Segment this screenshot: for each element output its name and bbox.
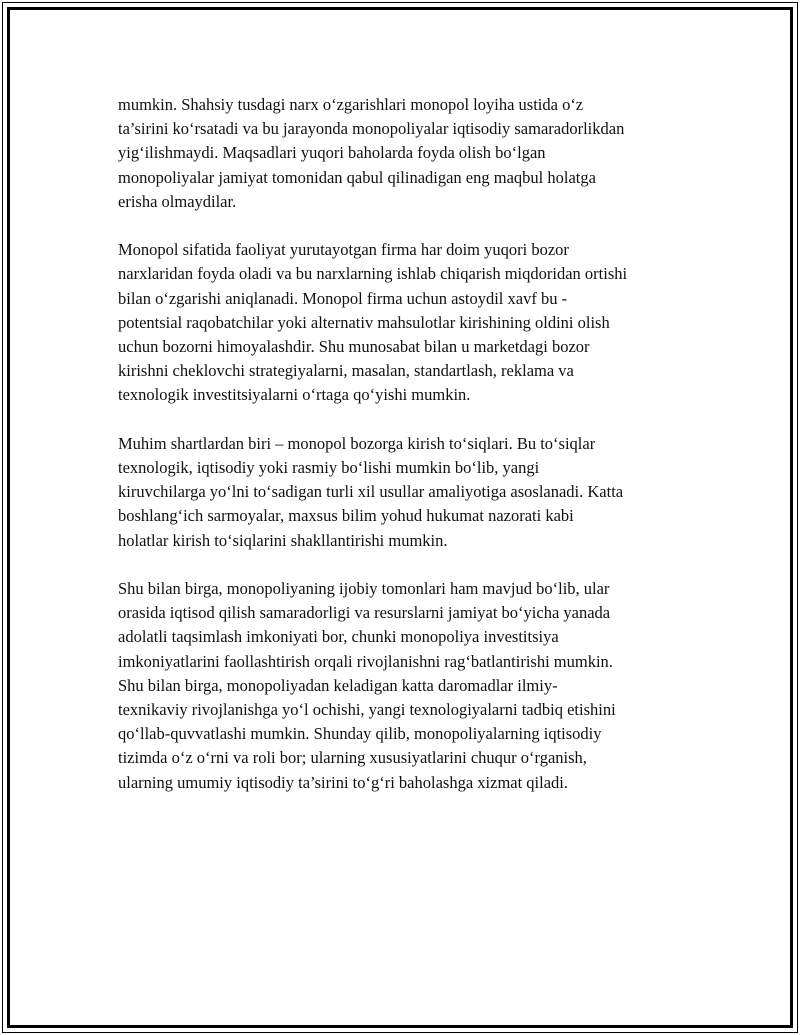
text-line: Shu bilan birga, monopoliyadan keladigan katta daromadlar ilmiy- <box>118 675 558 695</box>
text-line: bilan o‘zgarishi aniqlanadi. Monopol firma uchun astoydil xavf bu - <box>118 288 568 308</box>
paragraph <box>118 93 698 214</box>
text-line: Muhim shartlardan biri – monopol bozorga kirish to‘siqlari. Bu to‘siqlar <box>118 433 596 453</box>
text-line: texnologik investitsiyalarni o‘rtaga qo‘yishi mumkin. <box>118 385 471 405</box>
text-line: boshlang‘ich sarmoyalar, maxsus bilim yohud hukumat nazorati kabi <box>118 506 574 526</box>
text-line: Shu bilan birga, monopoliyaning ijobiy tomonlari ham mavjud bo‘lib, ular <box>118 579 610 599</box>
text-line: ta’sirini ko‘rsatadi va bu jarayonda monopoliyalar iqtisodiy samaradorlikdan <box>118 119 625 139</box>
text-line: monopoliyalar jamiyat tomonidan qabul qilinadigan eng maqbul holatga <box>118 167 596 187</box>
text-line: imkoniyatlarini faollashtirish orqali rivojlanishni rag‘batlantirishi mumkin. <box>118 651 613 671</box>
text-line: qo‘llab-quvvatlashi mumkin. Shunday qilib, monopoliyalarning iqtisodiy <box>118 724 602 744</box>
text-line: Monopol sifatida faoliyat yurutayotgan firma har doim yuqori bozor <box>118 240 569 260</box>
text-line: ularning umumiy iqtisodiy ta’sirini to‘g‘ri baholashga xizmat qiladi. <box>118 772 569 792</box>
text-line: uchun bozorni himoyalashdir. Shu munosabat bilan u marketdagi bozor <box>118 337 590 357</box>
text-line: kirishni cheklovchi strategiyalarni, masalan, standartlash, reklama va <box>118 361 574 381</box>
paragraph <box>118 577 698 795</box>
text-line: erisha olmaydilar. <box>118 191 237 211</box>
paragraph <box>118 238 698 407</box>
text-line: texnikaviy rivojlanishga yo‘l ochishi, yangi texnologiyalarni tadbiq etishini <box>118 700 616 720</box>
text-line: narxlaridan foyda oladi va bu narxlarning ishlab chiqarish miqdoridan ortishi <box>118 264 628 284</box>
paragraph <box>118 432 698 553</box>
text-line: tizimda o‘z o‘rni va roli bor; ularning xususiyatlarini chuqur o‘rganish, <box>118 748 587 768</box>
text-line: kiruvchilarga yo‘lni to‘sadigan turli xil usullar amaliyotiga asoslanadi. Katta <box>118 482 624 502</box>
text-line: yig‘ilishmaydi. Maqsadlari yuqori baholarda foyda olish bo‘lgan <box>118 143 546 163</box>
text-line: adolatli taqsimlash imkoniyati bor, chunki monopoliya investitsiya <box>118 627 559 647</box>
text-line: holatlar kirish to‘siqlarini shakllantirishi mumkin. <box>118 530 448 550</box>
text-line: texnologik, iqtisodiy yoki rasmiy bo‘lishi mumkin bo‘lib, yangi <box>118 458 540 478</box>
text-line: potentsial raqobatchilar yoki alternativ mahsulotlar kirishining oldini olish <box>118 312 610 332</box>
text-line: orasida iqtisod qilish samaradorligi va resurslarni jamiyat bo‘yicha yanada <box>118 603 611 623</box>
document-body <box>118 93 698 819</box>
text-line: mumkin. Shahsiy tusdagi narx o‘zgarishlari monopol loyiha ustida o‘z <box>118 95 584 114</box>
